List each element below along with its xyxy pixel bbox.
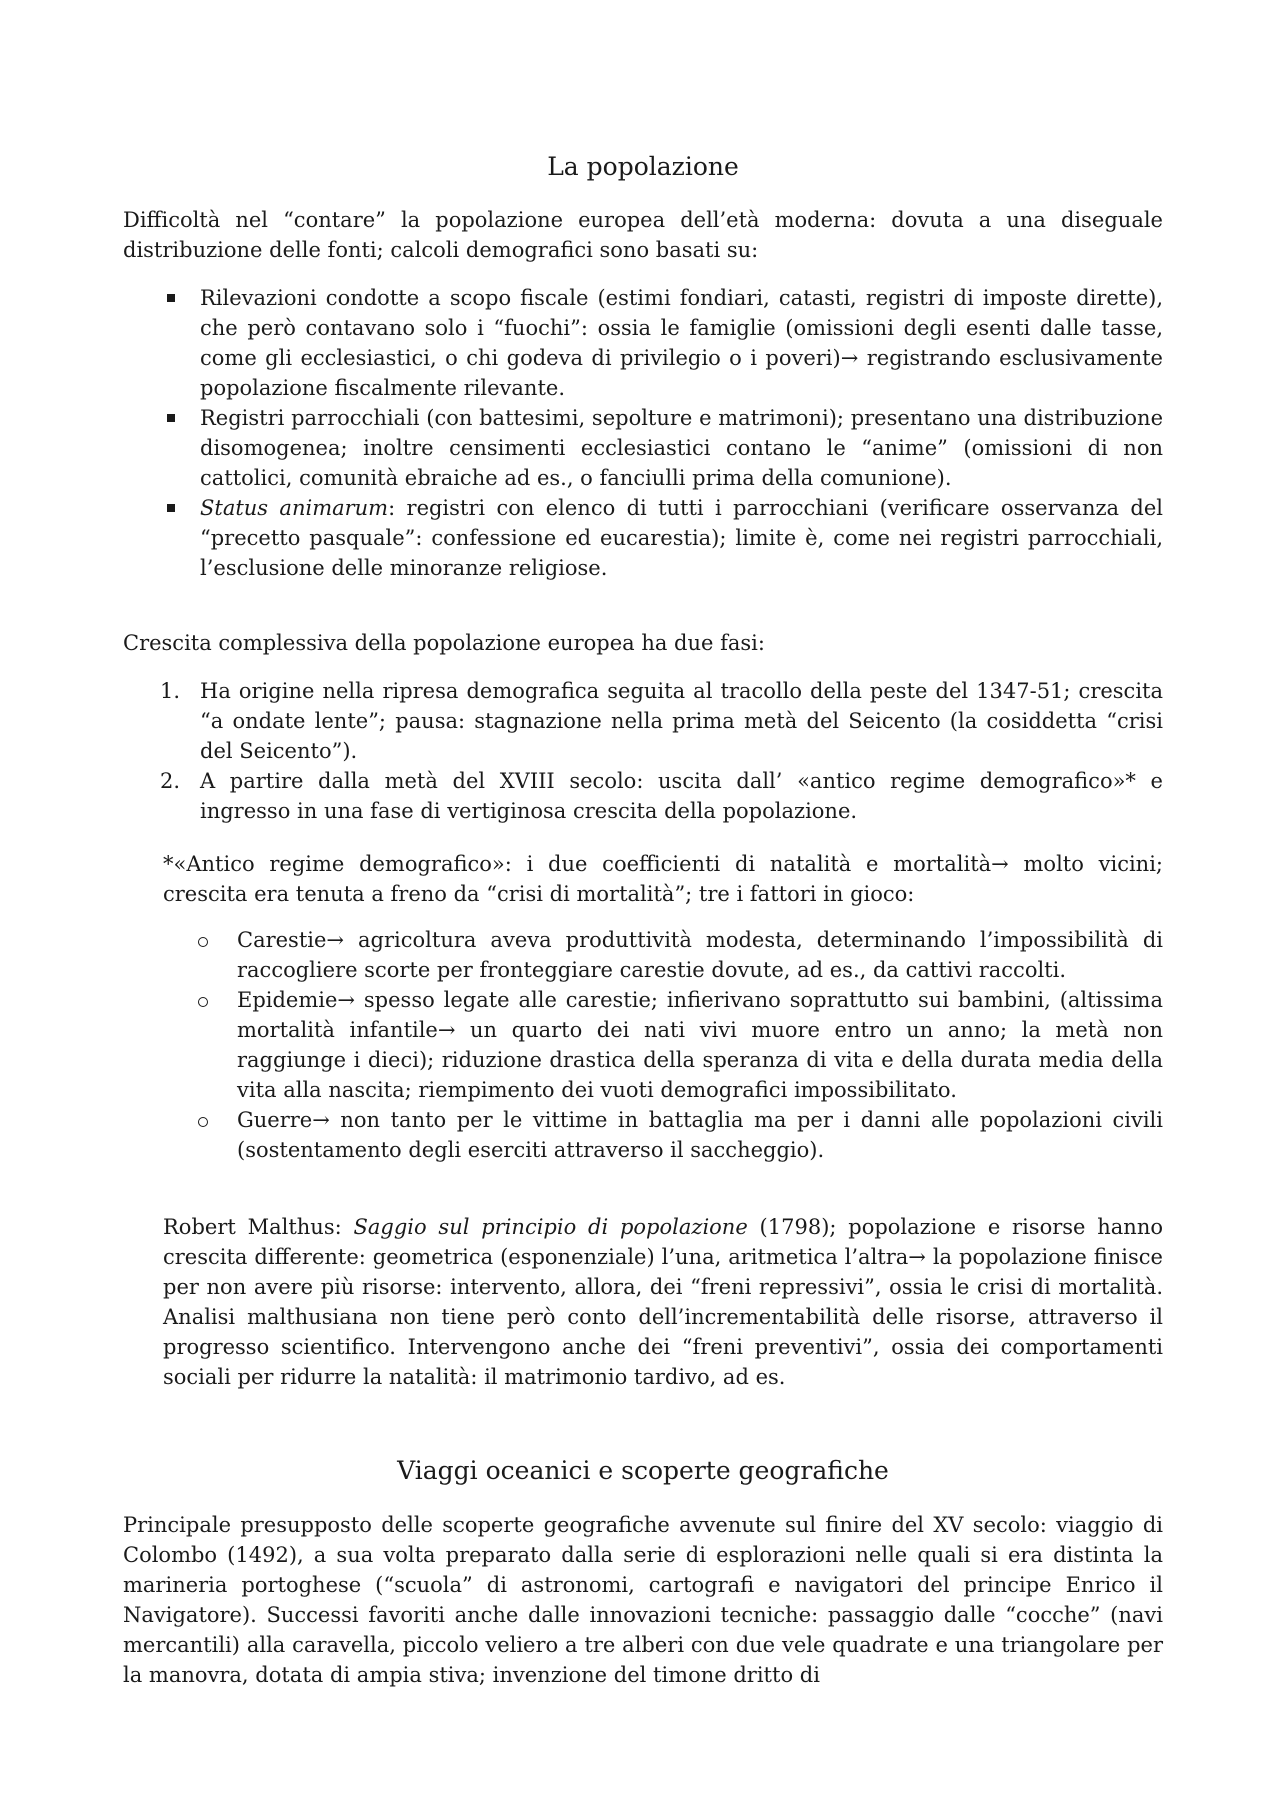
list-number: 2. <box>160 769 181 793</box>
list-item-text: Ha origine nella ripresa demografica seguita al tracollo della peste del 1347-51; crescita “a ondate lente”; pausa: stagnazione nella prima metà del Seicento (la cosiddetta “crisi del Seicento”). <box>200 679 1163 763</box>
list-item <box>200 283 1163 403</box>
list-item <box>237 985 1163 1105</box>
intro-paragraph: Difficoltà nel “contare” la popolazione europea dell’età moderna: dovuta a una diseguale distribuzione delle fonti; calcoli demografici sono basati su: <box>123 208 1163 262</box>
list-item-text: Registri parrocchiali (con battesimi, sepolture e matrimoni); presentano una distribuzione disomogenea; inoltre censimenti ecclesiastici contano le “anime” (omissioni di non cattolici, comunità ebraiche ad es., o fanciulli prima della comunione). <box>200 406 1163 490</box>
list-item-text: A partire dalla metà del XVIII secolo: uscita dall’ «antico regime demografico»* e ingresso in una fase di vertiginosa crescita della popolazione. <box>200 769 1163 823</box>
factors-list <box>237 925 1163 1165</box>
list-item-text: Guerre→ non tanto per le vittime in battaglia ma per i danni alle popolazioni civili (sostentamento degli eserciti attraverso il saccheggio). <box>237 1108 1163 1162</box>
section-title-popolazione: La popolazione <box>547 152 739 181</box>
malthus-paragraph <box>163 1212 1163 1392</box>
sources-list <box>200 283 1163 583</box>
list-item <box>160 766 1163 826</box>
list-number: 1. <box>160 679 181 703</box>
list-item <box>160 676 1163 766</box>
malthus-work-title: Saggio sul principio di popolazione <box>353 1215 748 1239</box>
list-item <box>200 493 1163 583</box>
list-item-italic-term: Status animarum <box>200 496 389 520</box>
malthus-author: Robert Malthus: <box>163 1215 354 1239</box>
square-bullet-icon <box>167 294 175 302</box>
list-item-text: Rilevazioni condotte a scopo fiscale (estimi fondiari, catasti, registri di imposte dirette), che però contavano solo i “fuochi”: ossia le famiglie (omissioni degli esenti dalle tasse, come gli ecclesiastici, o chi godeva di privilegio o i poveri)→ registrando esclusivamente popolazione fiscalmente rilevante. <box>200 286 1163 400</box>
list-item <box>237 925 1163 985</box>
phases-list <box>160 676 1163 826</box>
circle-bullet-icon <box>198 997 208 1007</box>
malthus-text: (1798); popolazione e risorse hanno crescita differente: geometrica (esponenziale) l’una, aritmetica l’altra→ la popolazione finisce per non avere più risorse: intervento, allora, dei “freni repressivi”, ossia le crisi di mortalità. Analisi malthusiana non tiene però conto dell’incrementabilità delle risorse, attraverso il progresso scientifico. Intervengono anche dei “freni preventivi”, ossia dei comportamenti sociali per ridurre la natalità: il matrimonio tardivo, ad es. <box>163 1215 1163 1389</box>
circle-bullet-icon <box>198 937 208 947</box>
list-item <box>237 1105 1163 1165</box>
list-item-text: Carestie→ agricoltura aveva produttività modesta, determinando l’impossibilità di raccogliere scorte per fronteggiare carestie dovute, ad es., da cattivi raccolti. <box>237 928 1163 982</box>
list-item <box>200 403 1163 493</box>
viaggi-paragraph: Principale presupposto delle scoperte geografiche avvenute sul finire del XV secolo: viaggio di Colombo (1492), a sua volta preparato dalla serie di esplorazioni nelle quali si era distinta la marineria portoghese (“scuola” di astronomi, cartografi e navigatori del principe Enrico il Navigatore). Successi favoriti anche dalle innovazioni tecniche: passaggio dalle “cocche” (navi mercantili) alla caravella, piccolo veliero a tre alberi con due vele quadrate e una triangolare per la manovra, dotata di ampia stiva; invenzione del timone dritto di <box>123 1513 1163 1687</box>
square-bullet-icon <box>167 414 175 422</box>
list-item-text: Epidemie→ spesso legate alle carestie; infierivano soprattutto sui bambini, (altissima mortalità infantile→ un quarto dei nati vivi muore entro un anno; la metà non raggiunge i dieci); riduzione drastica della speranza di vita e della durata media della vita alla nascita; riempimento dei vuoti demografici impossibilitato. <box>237 988 1163 1102</box>
list-item-text: : registri con elenco di tutti i parrocchiani (verificare osservanza del “precetto pasquale”: confessione ed eucarestia); limite è, come nei registri parrocchiali, l’esclusione delle minoranze religiose. <box>200 496 1164 580</box>
square-bullet-icon <box>167 504 175 512</box>
circle-bullet-icon <box>198 1117 208 1127</box>
growth-intro: Crescita complessiva della popolazione europea ha due fasi: <box>123 631 765 655</box>
section-title-viaggi: Viaggi oceanici e scoperte geografiche <box>397 1456 889 1485</box>
note-paragraph: *«Antico regime demografico»: i due coefficienti di natalità e mortalità→ molto vicini; crescita era tenuta a freno da “crisi di mortalità”; tre i fattori in gioco: <box>163 852 1163 906</box>
